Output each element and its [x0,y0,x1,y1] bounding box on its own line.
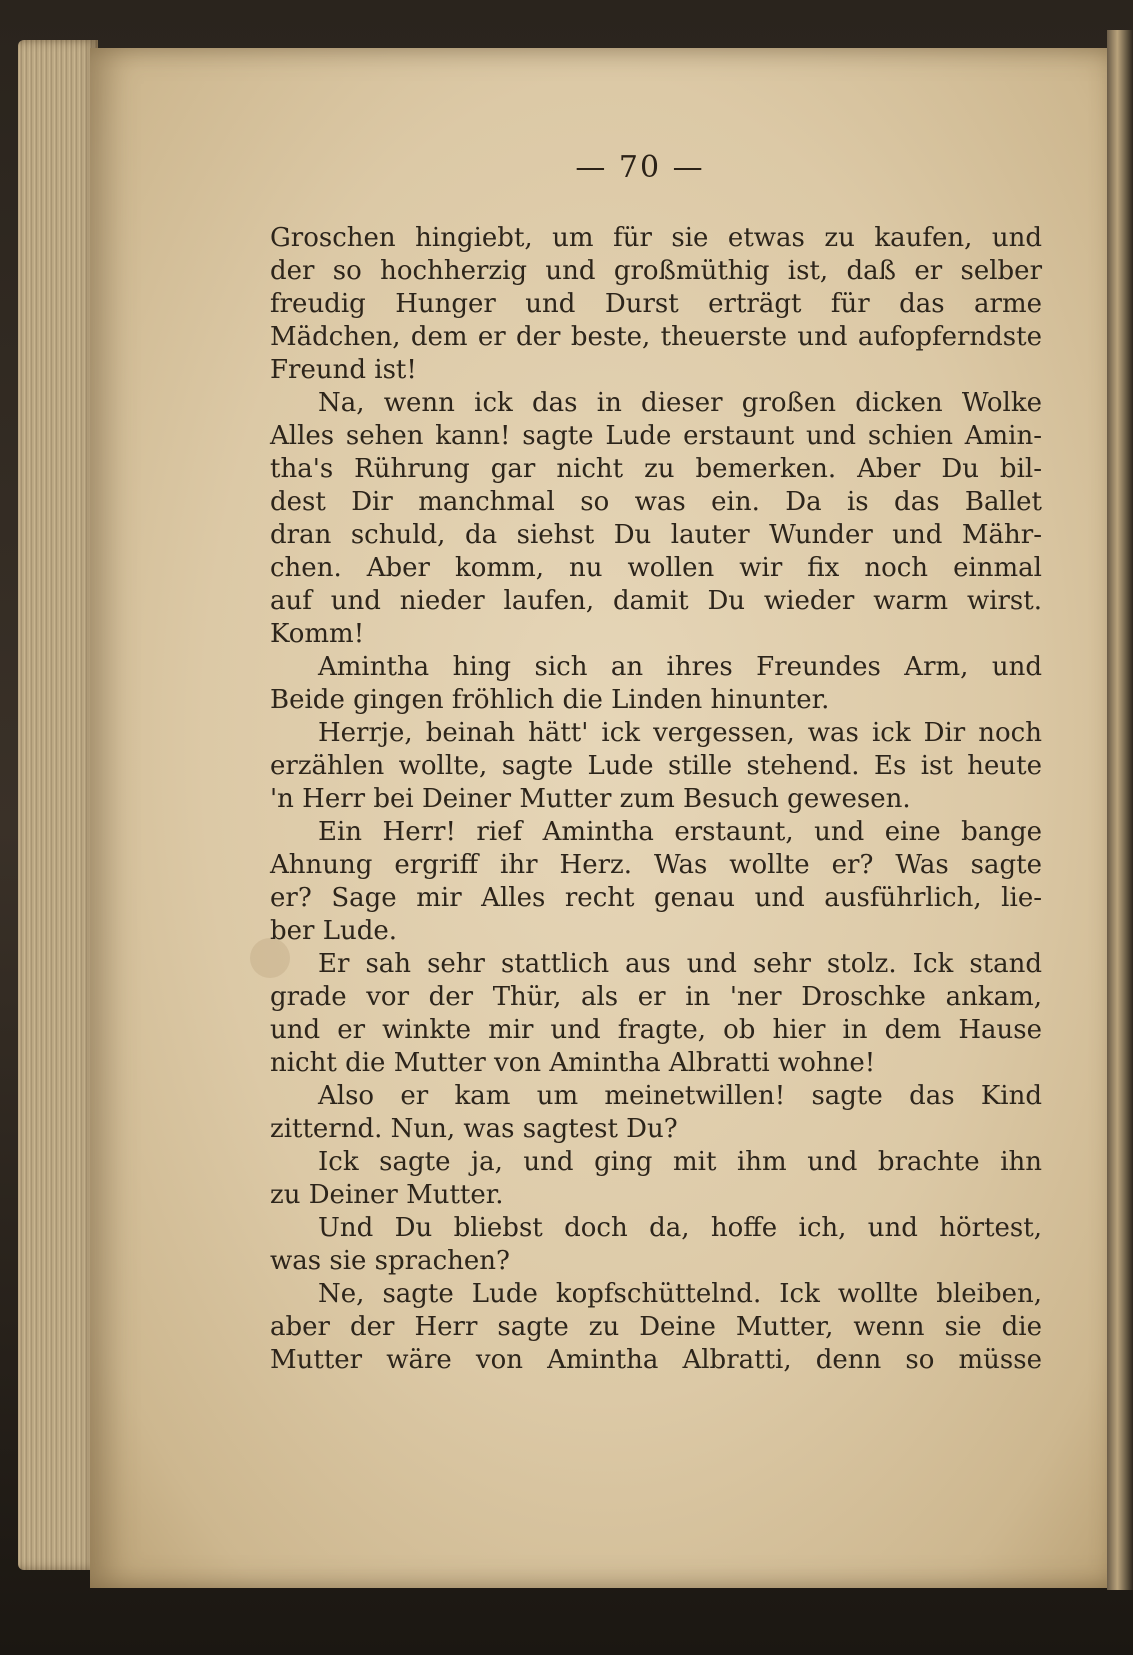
text-line: Amintha hing sich an ihres Freundes Arm, und [318,652,1042,682]
text-line: Na, wenn ick das in dieser großen dicken Wolke [318,388,1042,418]
text-line: Groschen hingiebt, um für sie etwas zu kaufen, und [270,223,1042,253]
text-line: ber Lude. [270,916,398,946]
text-line: Ahnung ergriff ihr Herz. Was wollte er? Was sagte [270,850,1042,880]
text-line: der so hochherzig und großmüthig ist, daß er selber [270,256,1042,286]
text-line: auf und nieder laufen, damit Du wieder warm wirst. [270,586,1042,616]
text-line: Er sah sehr stattlich aus und sehr stolz. Ick stand [318,949,1042,979]
text-line: was sie sprachen? [270,1246,510,1276]
page-edges [18,40,98,1570]
text-line: freudig Hunger und Durst erträgt für das arme [270,289,1042,319]
text-line: Mutter wäre von Amintha Albratti, denn so müsse [270,1345,1042,1375]
text-line: zu Deiner Mutter. [270,1180,504,1210]
text-line: 'n Herr bei Deiner Mutter zum Besuch gewesen. [270,784,911,814]
text-line: zitternd. Nun, was sagtest Du? [270,1114,678,1144]
text-line: Komm! [270,619,365,649]
text-line: dran schuld, da siehst Du lauter Wunder und Mähr- [270,520,1042,550]
text-line: Mädchen, dem er der beste, theuerste und aufopferndste [270,322,1042,352]
text-line: nicht die Mutter von Amintha Albratti wohne! [270,1048,876,1078]
text-line: und er winkte mir und fragte, ob hier in dem Hause [270,1015,1042,1045]
text-line: tha's Rührung gar nicht zu bemerken. Aber Du bil- [270,454,1042,484]
text-line: Ick sagte ja, und ging mit ihm und brachte ihn [318,1147,1042,1177]
text-line: dest Dir manchmal so was ein. Da is das Ballet [270,487,1042,517]
text-line: er? Sage mir Alles recht genau und ausführlich, lie- [270,883,1042,913]
page-text [270,222,1042,1377]
page-number: — 70 — [575,150,705,185]
text-line: Beide gingen fröhlich die Linden hinunter. [270,685,830,715]
text-line: Herrje, beinah hätt' ick vergessen, was ick Dir noch [318,718,1042,748]
next-page-edge [1107,30,1133,1590]
text-line: erzählen wollte, sagte Lude stille stehend. Es ist heute [270,751,1042,781]
text-line: Alles sehen kann! sagte Lude erstaunt und schien Amin- [270,421,1042,451]
text-line: Ne, sagte Lude kopfschüttelnd. Ick wollte bleiben, [318,1279,1042,1309]
text-line: Also er kam um meinetwillen! sagte das Kind [318,1081,1042,1111]
text-line: chen. Aber komm, nu wollen wir fix noch einmal [270,553,1042,583]
text-line: aber der Herr sagte zu Deine Mutter, wenn sie die [270,1312,1042,1342]
text-line: Und Du bliebst doch da, hoffe ich, und hörtest, [318,1213,1042,1243]
text-line: Freund ist! [270,355,417,385]
text-line: Ein Herr! rief Amintha erstaunt, und eine bange [318,817,1042,847]
text-line: grade vor der Thür, als er in 'ner Droschke ankam, [270,982,1042,1012]
